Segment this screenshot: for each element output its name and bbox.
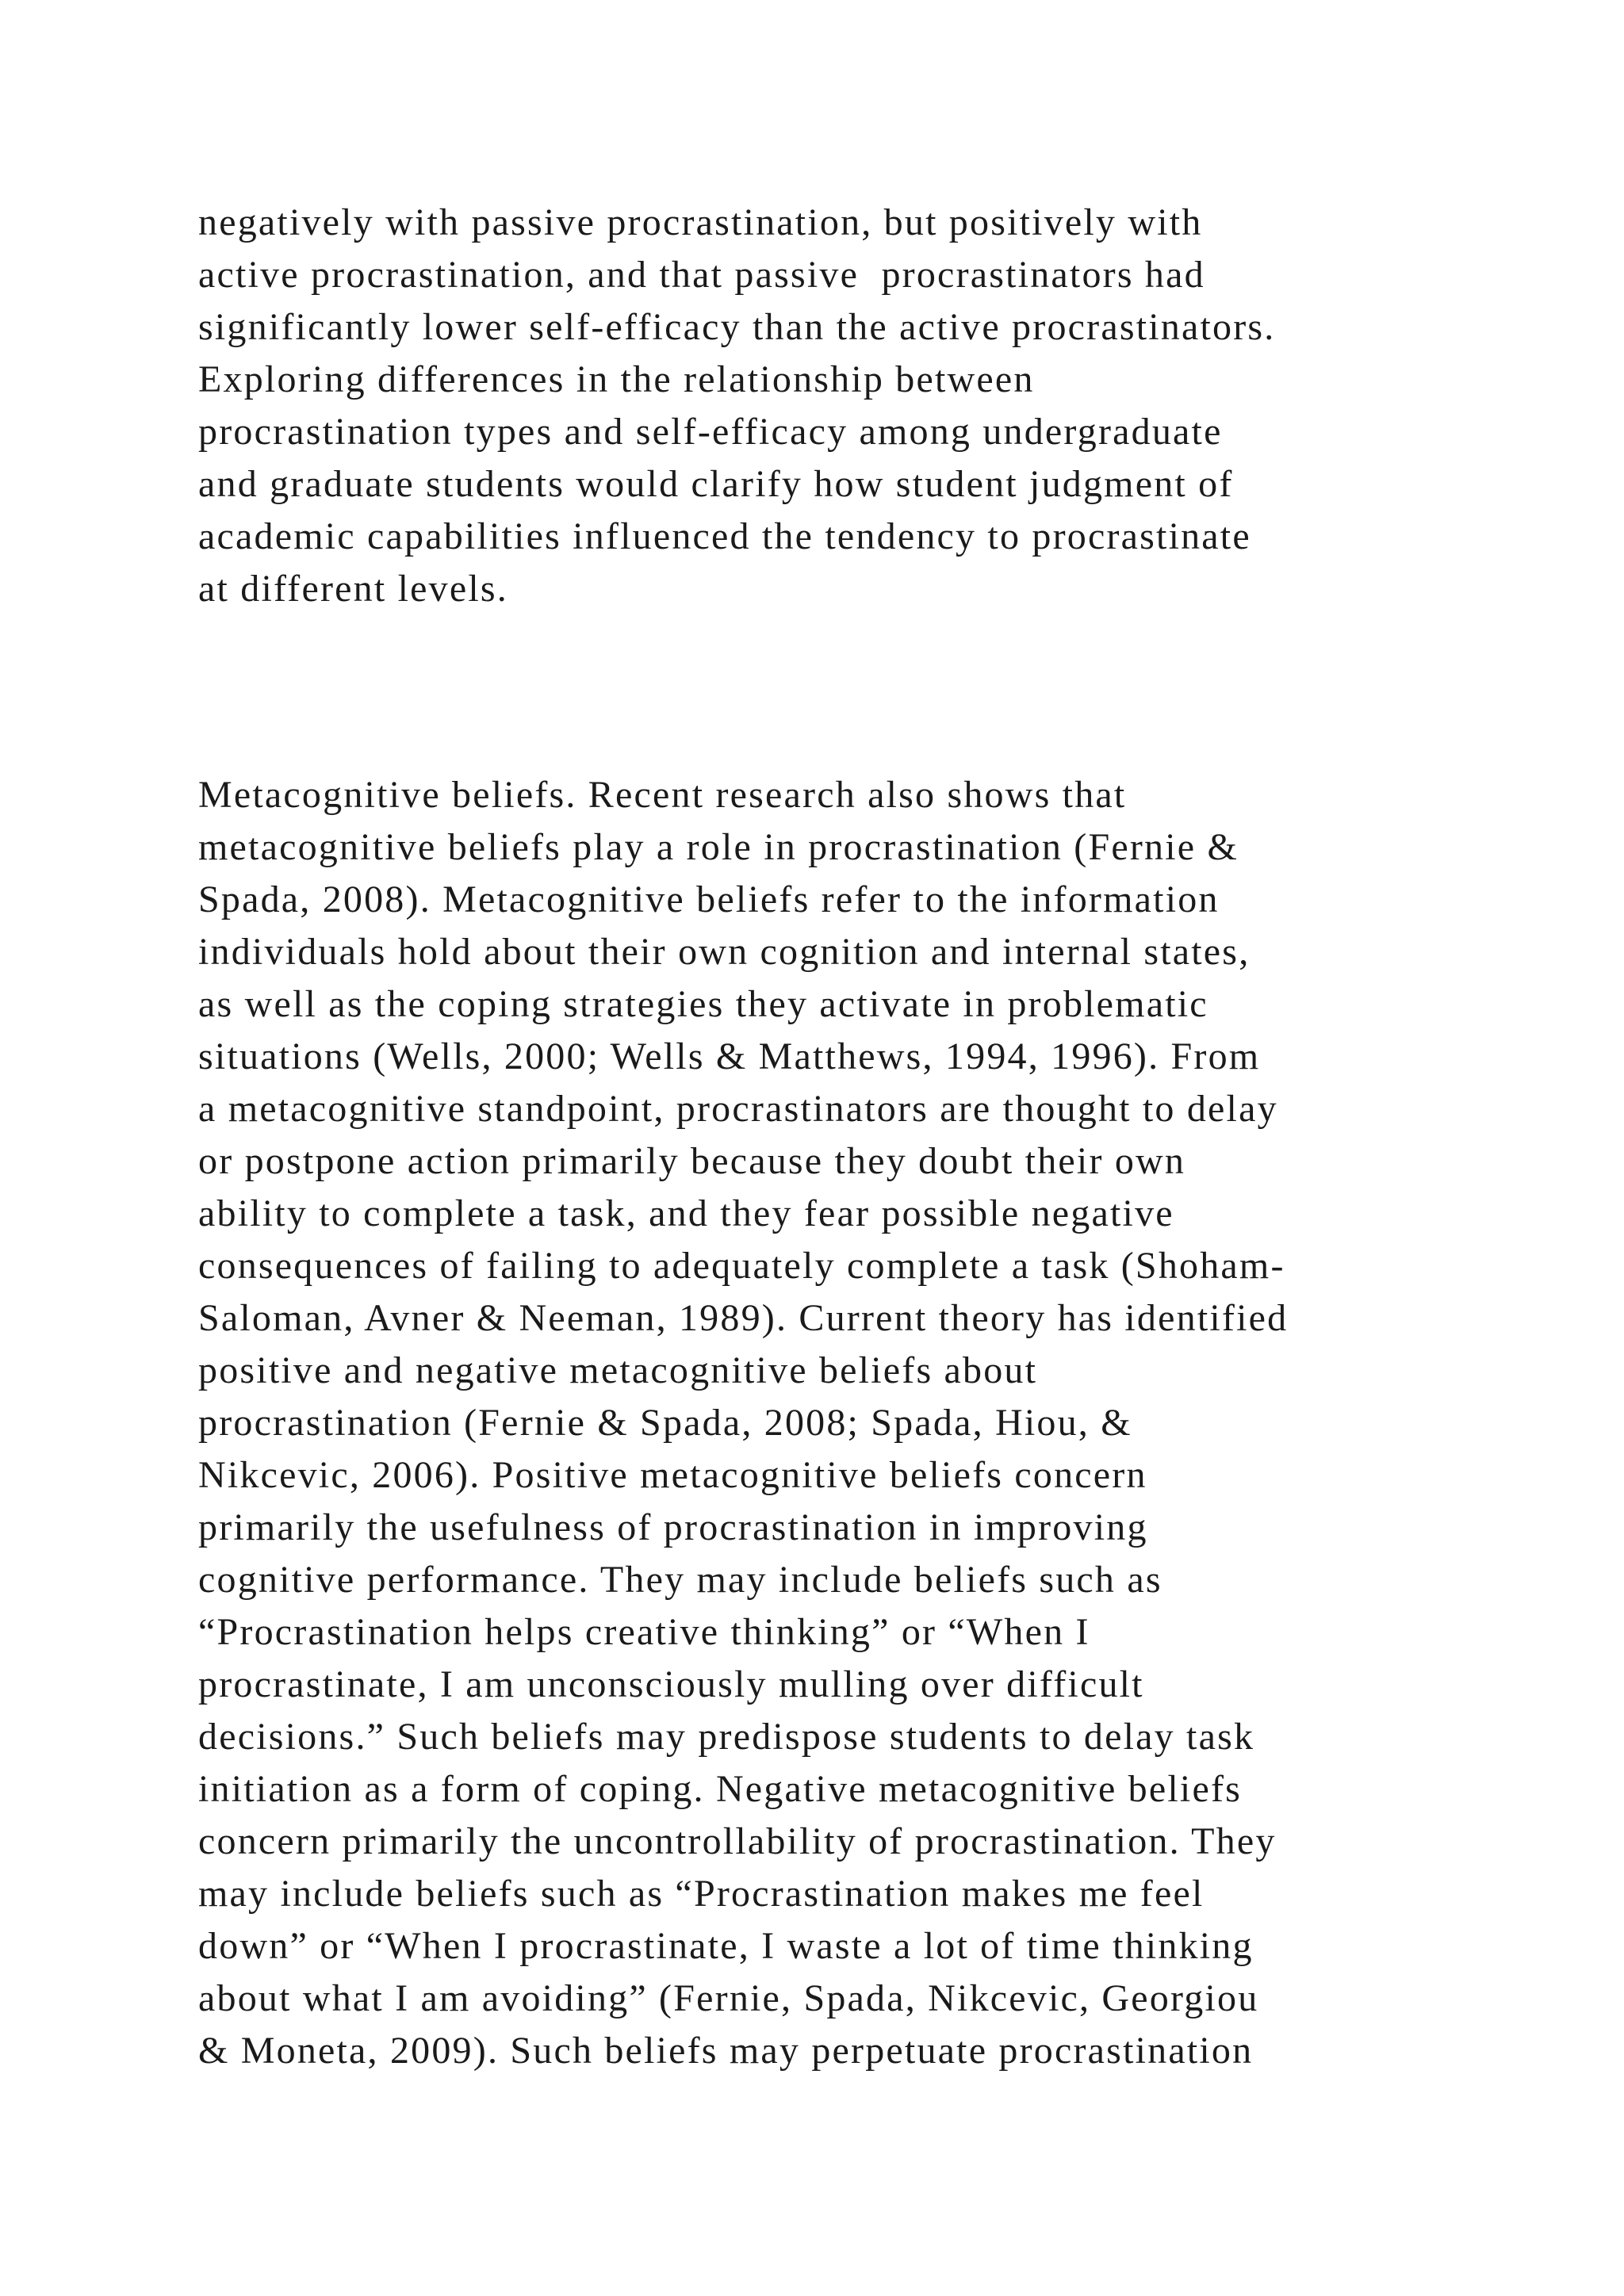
text-line: and graduate students would clarify how student judgment of xyxy=(198,463,1234,505)
text-line: procrastinate, I am unconsciously mulling over difficult xyxy=(198,1663,1144,1705)
text-line: about what I am avoiding” (Fernie, Spada, Nikcevic, Georgiou xyxy=(198,1977,1259,2019)
text-line: metacognitive beliefs play a role in procrastination (Fernie & xyxy=(198,826,1239,868)
text-line: primarily the usefulness of procrastination in improving xyxy=(198,1506,1148,1548)
text-line: Metacognitive beliefs. Recent research also shows that xyxy=(198,774,1127,816)
text-line: active procrastination, and that passive procrastinators had xyxy=(198,254,1205,296)
text-line: Saloman, Avner & Neeman, 1989). Current theory has identified xyxy=(198,1297,1289,1339)
text-line: decisions.” Such beliefs may predispose students to delay task xyxy=(198,1716,1255,1758)
paragraph-self-efficacy xyxy=(198,197,1546,615)
text-line: down” or “When I procrastinate, I waste a lot of time thinking xyxy=(198,1925,1254,1967)
text-line: initiation as a form of coping. Negative metacognitive beliefs xyxy=(198,1768,1243,1810)
text-line: concern primarily the uncontrollability of procrastination. They xyxy=(198,1820,1277,1862)
text-line: & Moneta, 2009). Such beliefs may perpetuate procrastination xyxy=(198,2030,1254,2072)
text-line: cognitive performance. They may include beliefs such as xyxy=(198,1559,1162,1601)
text-line: Spada, 2008). Metacognitive beliefs refer to the information xyxy=(198,878,1220,920)
text-line: a metacognitive standpoint, procrastinators are thought to delay xyxy=(198,1088,1278,1130)
text-line: as well as the coping strategies they activate in problematic xyxy=(198,983,1208,1025)
paragraph-metacognitive-beliefs xyxy=(198,769,1546,2077)
text-line: negatively with passive procrastination, but positively with xyxy=(198,201,1203,243)
text-line: situations (Wells, 2000; Wells & Matthews, 1994, 1996). From xyxy=(198,1035,1261,1077)
text-line: at different levels. xyxy=(198,568,508,610)
text-line: procrastination (Fernie & Spada, 2008; Spada, Hiou, & xyxy=(198,1402,1132,1444)
text-line: or postpone action primarily because they doubt their own xyxy=(198,1140,1186,1182)
text-line: “Procrastination helps creative thinking” or “When I xyxy=(198,1611,1090,1653)
text-line: consequences of failing to adequately complete a task (Shoham- xyxy=(198,1245,1285,1287)
text-line: procrastination types and self-efficacy among undergraduate xyxy=(198,411,1223,453)
text-line: significantly lower self-efficacy than the active procrastinators. xyxy=(198,306,1276,348)
text-line: positive and negative metacognitive beliefs about xyxy=(198,1349,1038,1391)
text-line: Exploring differences in the relationship between xyxy=(198,358,1035,400)
text-line: individuals hold about their own cognition and internal states, xyxy=(198,931,1251,973)
text-line: may include beliefs such as “Procrastination makes me feel xyxy=(198,1873,1205,1915)
text-line: ability to complete a task, and they fear possible negative xyxy=(198,1192,1174,1234)
text-line: Nikcevic, 2006). Positive metacognitive beliefs concern xyxy=(198,1454,1147,1496)
text-line: academic capabilities influenced the tendency to procrastinate xyxy=(198,515,1251,557)
